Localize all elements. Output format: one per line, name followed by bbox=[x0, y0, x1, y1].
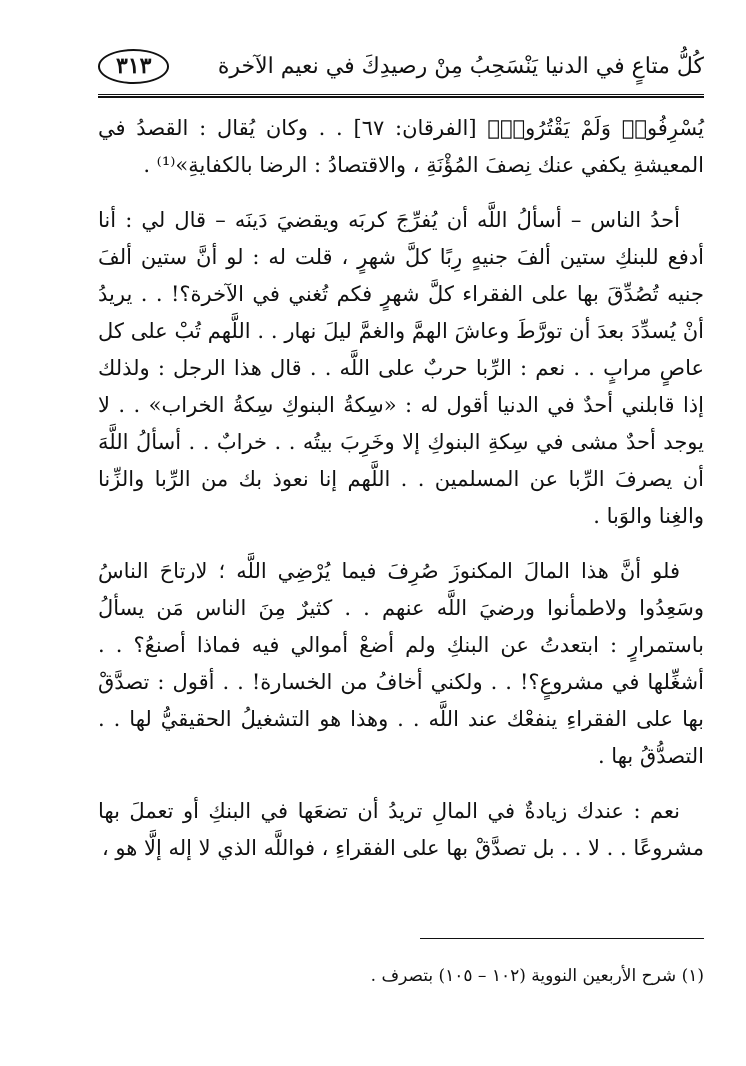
body-text bbox=[98, 110, 704, 867]
paragraph-4: نعم : عندك زيادةٌ في المالِ تريدُ أن تضعَها في البنكِ أو تعملَ بها مشروعًا . . لا . . بل تصدَّقْ بها على الفقراءِ ، فواللَّه الذي لا إله إلَّا هو ، bbox=[98, 799, 704, 860]
paragraph-2: أحدُ الناس – أسألُ اللَّه أن يُفرِّجَ كربَه ويقضيَ دَينَه – قال لي : أنا أدفع للبنكِ ستين ألفَ جنيهٍ رِبًا كلَّ شهرٍ ، قلت له : لو أنَّ ستين ألفَ جنيه تُصُدِّقَ بها على الفقراء كلَّ شهرٍ فكم تُغني في الآخرة؟! . . يريدُ أنْ يُسدِّدَ بعدَ أن تورَّطَ وعاشَ الهمَّ والغمَّ ليلَ نهار . . اللَّهم تُبْ على كل عاصٍ مرابٍ . . نعم : الرِّبا حربٌ على اللَّه . . قال هذا الرجل : ولذلك إذا قابلني أحدٌ في الدنيا أقول له : «سِكةُ البنوكِ سِكةُ الخراب» . . لا يوجد أحدٌ مشى في سِكةِ البنوكِ إلا وخَرِبَ بيتُه . . خرابٌ . . أسألُ اللَّهَ أن يصرفَ الرِّبا عن المسلمين . . اللَّهم إنا نعوذ بك من الرِّبا والزِّنا والغِنا والوَبا . bbox=[98, 208, 704, 528]
paragraph-gap bbox=[98, 775, 704, 793]
paragraph-gap bbox=[98, 535, 704, 553]
paragraph-gap bbox=[98, 184, 704, 202]
footnote-rule bbox=[420, 938, 704, 939]
paragraph-3: فلو أنَّ هذا المالَ المكنوزَ صُرِفَ فيما يُرْضِي اللَّه ؛ لارتاحَ الناسُ وسَعِدُوا ولاطمأنوا ورضيَ اللَّه عنهم . . كثيرٌ مِنَ الناس مَن يسألُ باستمرارٍ : ابتعدتُ عن البنكِ ولم أضعْ أموالي فيه فماذا أصنعُ؟ . . أشغِّلها في مشروعٍ؟! . . ولكني أخافُ من الخسارة! . . أقول : تصدَّقْ بها على الفقراءِ ينفعْك عند اللَّه . . وهذا هو التشغيلُ الحقيقيُّ لها . . التصدُّقُ بها . bbox=[98, 559, 704, 768]
running-title: كُلُّ متاعٍ في الدنيا يَنْسَحِبُ مِنْ رصيدِكَ في نعيم الآخرة bbox=[217, 53, 704, 79]
paragraph-1: يُسْرِفُوا۟ وَلَمْ يَقْتُرُوا۟﴾ [الفرقان: ٦٧] . . وكان يُقال : القصدُ في المعيشةِ يكفي عنك نِصفَ المُؤْنَةِ ، والاقتصادُ : الرضا بالكفايةِ»⁽¹⁾ . bbox=[98, 116, 704, 177]
header-rule bbox=[98, 94, 704, 98]
page-header bbox=[98, 40, 704, 92]
page-number: ٣١٣ bbox=[98, 49, 169, 84]
footnote: (١) شرح الأربعين النووية (١٠٢ – ١٠٥) بتصرف . bbox=[370, 966, 704, 986]
